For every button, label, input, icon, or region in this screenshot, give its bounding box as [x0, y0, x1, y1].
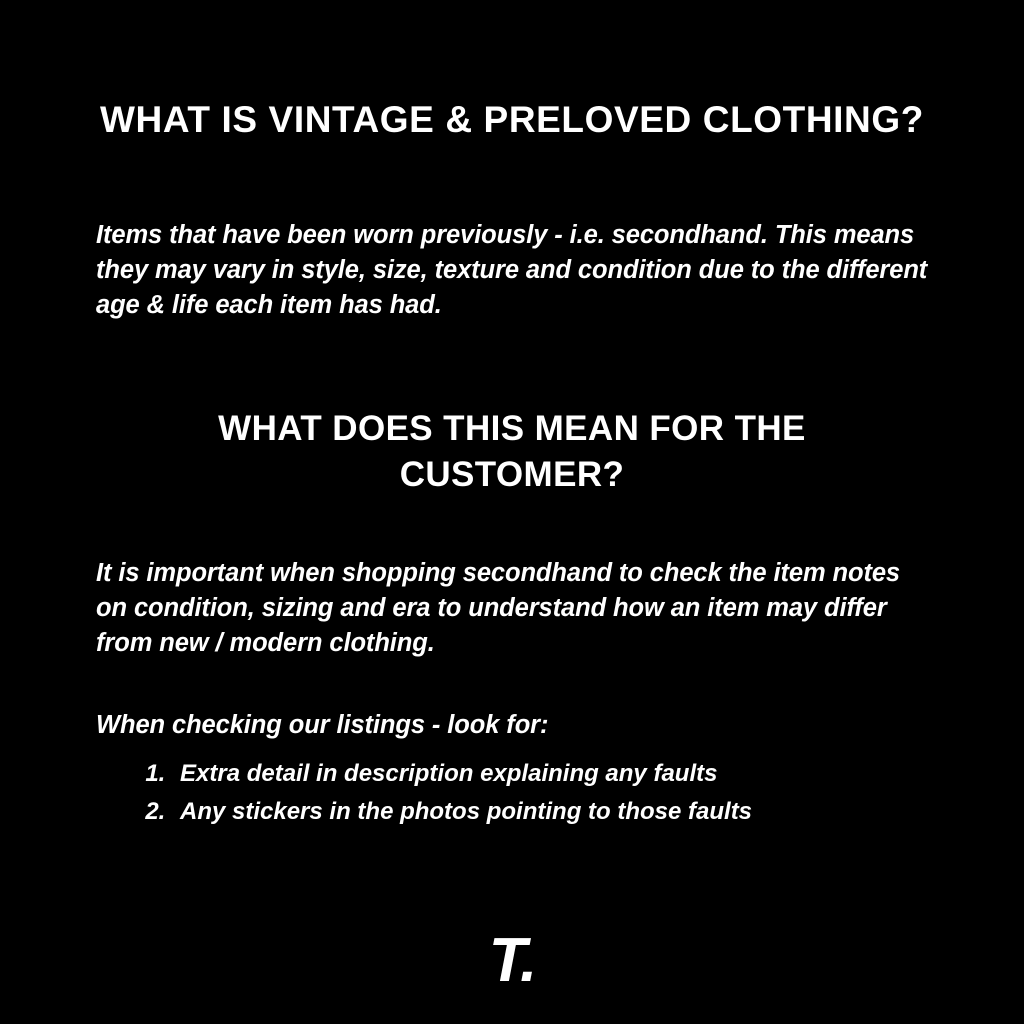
list-item: 2. Any stickers in the photos pointing to those faults: [172, 793, 992, 831]
page-title: WHAT IS VINTAGE & PRELOVED CLOTHING?: [100, 98, 924, 140]
listings-prompt: When checking our listings - look for:: [96, 710, 549, 739]
brand-logo: T.: [488, 926, 536, 995]
customer-paragraph: It is important when shopping secondhand to check the item notes on condition, sizing and era to understand how an item may differ from new / modern clothing.: [96, 558, 901, 657]
section-heading-customer: WHAT DOES THIS MEAN FOR THE CUSTOMER?: [218, 409, 806, 495]
list-item: 1. Extra detail in description explaining any faults: [172, 755, 992, 793]
checklist: [120, 755, 992, 832]
intro-paragraph: Items that have been worn previously - i.e. secondhand. This means they may vary in style, size, texture and condition due to the different age & life each item has had.: [96, 220, 928, 319]
